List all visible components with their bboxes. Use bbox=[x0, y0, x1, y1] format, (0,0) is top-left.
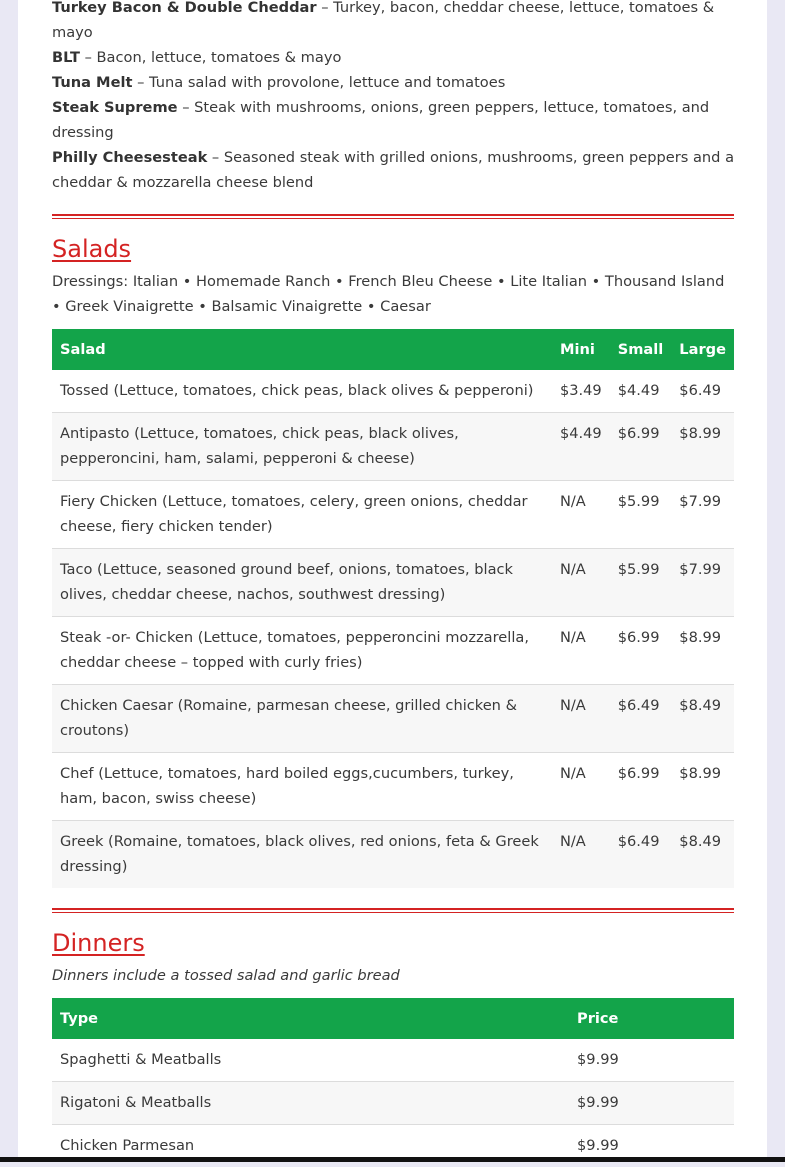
salad-name: Taco (Lettuce, seasoned ground beef, onions, tomatoes, black olives, cheddar cheese, nachos, southwest dressing) bbox=[52, 549, 552, 617]
salads-heading: Salads bbox=[52, 235, 734, 263]
price-large: $8.99 bbox=[671, 413, 734, 481]
price-mini: $4.49 bbox=[552, 413, 610, 481]
sub-desc: – Steak with mushrooms, onions, green peppers, lettuce, tomatoes, and dressing bbox=[52, 99, 709, 141]
salad-name: Fiery Chicken (Lettuce, tomatoes, celery, green onions, cheddar cheese, fiery chicken tender) bbox=[52, 481, 552, 549]
subs-list bbox=[52, 0, 734, 195]
footer-bar bbox=[0, 1157, 785, 1162]
sub-name: Steak Supreme bbox=[52, 99, 178, 116]
dinner-type: Spaghetti & Meatballs bbox=[52, 1039, 569, 1082]
salad-name: Greek (Romaine, tomatoes, black olives, red onions, feta & Greek dressing) bbox=[52, 821, 552, 889]
price-mini: N/A bbox=[552, 821, 610, 889]
menu-page bbox=[18, 0, 767, 1157]
salads-body bbox=[52, 370, 734, 888]
table-row bbox=[52, 685, 734, 753]
table-row bbox=[52, 1082, 734, 1125]
sub-desc: – Seasoned steak with grilled onions, mushrooms, green peppers and a cheddar & mozzarella cheese blend bbox=[52, 149, 734, 191]
price-small: $4.49 bbox=[610, 370, 672, 413]
salad-name: Chef (Lettuce, tomatoes, hard boiled eggs,cucumbers, turkey, ham, bacon, swiss cheese) bbox=[52, 753, 552, 821]
price-small: $6.99 bbox=[610, 617, 672, 685]
price-mini: N/A bbox=[552, 481, 610, 549]
table-header-row bbox=[52, 998, 734, 1039]
list-item bbox=[52, 145, 734, 195]
sub-name: Tuna Melt bbox=[52, 74, 132, 91]
price-large: $8.49 bbox=[671, 685, 734, 753]
list-item bbox=[52, 0, 734, 45]
price-small: $5.99 bbox=[610, 549, 672, 617]
salad-name: Tossed (Lettuce, tomatoes, chick peas, black olives & pepperoni) bbox=[52, 370, 552, 413]
list-item bbox=[52, 95, 734, 145]
dinners-table bbox=[52, 998, 734, 1167]
section-divider bbox=[52, 908, 734, 913]
list-item bbox=[52, 70, 734, 95]
dinners-heading: Dinners bbox=[52, 929, 734, 957]
table-row bbox=[52, 617, 734, 685]
price-large: $8.99 bbox=[671, 753, 734, 821]
dinner-type: Chicken Parmesan bbox=[52, 1125, 569, 1167]
table-row bbox=[52, 753, 734, 821]
salad-name: Steak -or- Chicken (Lettuce, tomatoes, pepperoncini mozzarella, cheddar cheese – topped with curly fries) bbox=[52, 617, 552, 685]
price-small: $5.99 bbox=[610, 481, 672, 549]
price-large: $8.49 bbox=[671, 821, 734, 889]
table-row bbox=[52, 549, 734, 617]
sub-desc: – Bacon, lettuce, tomatoes & mayo bbox=[80, 49, 341, 66]
salads-table bbox=[52, 329, 734, 888]
column-header: Large bbox=[671, 329, 734, 370]
table-header-row bbox=[52, 329, 734, 370]
dinner-price: $9.99 bbox=[569, 1125, 734, 1167]
sub-name: Turkey Bacon & Double Cheddar bbox=[52, 0, 317, 16]
column-header: Type bbox=[52, 998, 569, 1039]
sub-desc: – Tuna salad with provolone, lettuce and tomatoes bbox=[132, 74, 505, 91]
salad-name: Antipasto (Lettuce, tomatoes, chick peas, black olives, pepperoncini, ham, salami, pepperoni & cheese) bbox=[52, 413, 552, 481]
price-mini: N/A bbox=[552, 549, 610, 617]
price-mini: N/A bbox=[552, 617, 610, 685]
section-divider bbox=[52, 214, 734, 219]
price-small: $6.99 bbox=[610, 753, 672, 821]
price-large: $7.99 bbox=[671, 549, 734, 617]
dinner-price: $9.99 bbox=[569, 1039, 734, 1082]
price-large: $8.99 bbox=[671, 617, 734, 685]
sub-name: BLT bbox=[52, 49, 80, 66]
column-header: Mini bbox=[552, 329, 610, 370]
sub-name: Philly Cheesesteak bbox=[52, 149, 207, 166]
column-header: Small bbox=[610, 329, 672, 370]
price-mini: N/A bbox=[552, 753, 610, 821]
table-row bbox=[52, 481, 734, 549]
table-row bbox=[52, 1039, 734, 1082]
dinners-note: Dinners include a tossed salad and garlic bread bbox=[52, 963, 734, 988]
menu-content bbox=[52, 0, 734, 1167]
table-row bbox=[52, 413, 734, 481]
column-header: Salad bbox=[52, 329, 552, 370]
price-small: $6.99 bbox=[610, 413, 672, 481]
dressings-text: Dressings: Italian • Homemade Ranch • French Bleu Cheese • Lite Italian • Thousand Island • Greek Vinaigrette • Balsamic Vinaigrette • Caesar bbox=[52, 269, 734, 319]
list-item bbox=[52, 45, 734, 70]
price-small: $6.49 bbox=[610, 685, 672, 753]
table-row bbox=[52, 370, 734, 413]
salad-name: Chicken Caesar (Romaine, parmesan cheese, grilled chicken & croutons) bbox=[52, 685, 552, 753]
dinner-type: Rigatoni & Meatballs bbox=[52, 1082, 569, 1125]
price-large: $7.99 bbox=[671, 481, 734, 549]
sub-desc: – Turkey, bacon, cheddar cheese, lettuce, tomatoes & mayo bbox=[52, 0, 714, 41]
price-mini: N/A bbox=[552, 685, 610, 753]
price-small: $6.49 bbox=[610, 821, 672, 889]
dinner-price: $9.99 bbox=[569, 1082, 734, 1125]
table-row bbox=[52, 821, 734, 889]
price-mini: $3.49 bbox=[552, 370, 610, 413]
dinners-body bbox=[52, 1039, 734, 1167]
price-large: $6.49 bbox=[671, 370, 734, 413]
column-header: Price bbox=[569, 998, 734, 1039]
